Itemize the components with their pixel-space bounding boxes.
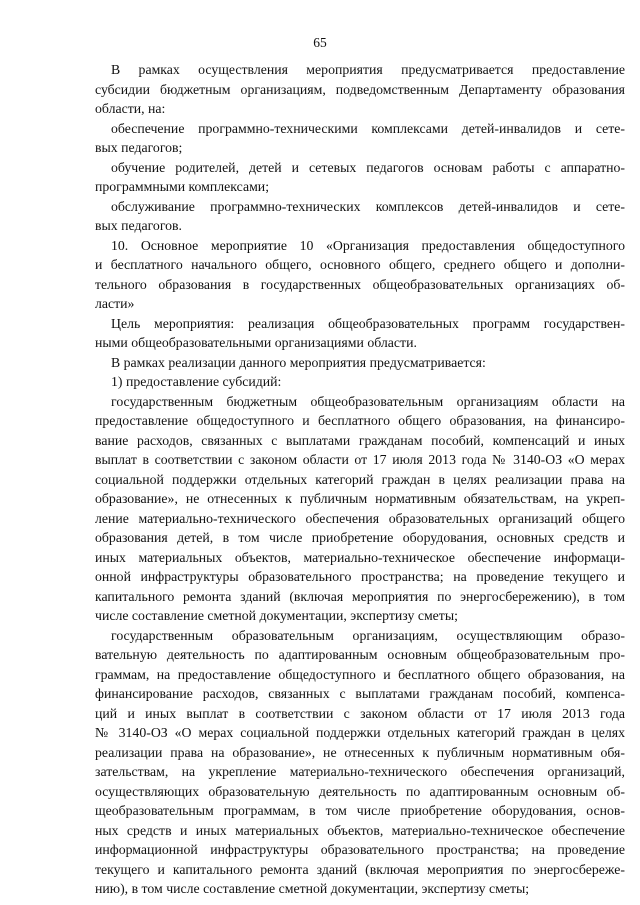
text-line: тельного образования в государственных общеобразовательных организациях об- bbox=[95, 276, 625, 292]
text-line: ление материально-технического обеспечения образовательных организаций общего bbox=[95, 510, 625, 526]
text-line: реализации права на образование», не отнесенных к публичным нормативным обя- bbox=[95, 744, 625, 760]
text-line: зательствам, на укрепление материально-технического обеспечения организаций, bbox=[95, 764, 625, 779]
text-line: иных материальных объектов, материально-техническое обеспечение информаци- bbox=[95, 549, 625, 565]
text-line: обеспечение программно-техническими комплексами детей-инвалидов и сете- bbox=[111, 120, 625, 136]
text-line: вание расходов, связанных с выплатами гражданам пособий, компенсаций и иных bbox=[95, 432, 625, 448]
text-line: государственным образовательным организациям, осуществляющим образо- bbox=[111, 627, 625, 643]
text-line: В рамках осуществления мероприятия предусматривается предоставление bbox=[111, 62, 625, 77]
text-line: программными комплексами; bbox=[95, 179, 270, 194]
text-line: предоставление общедоступного и бесплатного общего образования, на финансиро- bbox=[95, 413, 625, 428]
text-line: обслуживание программно-технических комплексов детей-инвалидов и сете- bbox=[111, 198, 625, 214]
text-line: и бесплатного начального общего, основного общего, среднего общего и дополни- bbox=[95, 257, 625, 272]
text-line: области, на: bbox=[95, 101, 166, 116]
text-line: вых педагогов; bbox=[95, 140, 183, 155]
text-line: образования детей, в том числе приобретение оборудования, основных средств и bbox=[95, 530, 625, 545]
text-line: образование», не отнесенных к публичным нормативным обязательствам, на укреп- bbox=[95, 491, 625, 506]
text-line: 10. Основное мероприятие 10 «Организация предоставления общедоступного bbox=[111, 237, 625, 253]
text-line: информационной инфраструктуры образовательного пространства; на проведение bbox=[95, 842, 625, 857]
text-line: ных средств и иных материальных объектов, материально-техническое обеспечение bbox=[95, 822, 625, 838]
text-line: онной инфраструктуры образовательного пространства; на проведение текущего и bbox=[95, 569, 625, 584]
text-line: обучение родителей, детей и сетевых педагогов основам работы с аппаратно- bbox=[111, 159, 625, 175]
text-line: числе составление сметной документации, экспертизу сметы; bbox=[95, 608, 458, 623]
text-line: 1) предоставление субсидий: bbox=[111, 374, 282, 389]
text-line: нию), в том числе составление сметной документации, экспертизу сметы; bbox=[95, 881, 530, 896]
page-number: 65 bbox=[313, 35, 327, 50]
body-text bbox=[95, 60, 625, 899]
text-line: социальной поддержки отдельных категорий граждан в целях реализации права на bbox=[95, 471, 625, 487]
text-line: вых педагогов. bbox=[95, 218, 182, 233]
text-line: вательную деятельность по адаптированным основным общеобразовательным про- bbox=[95, 647, 625, 662]
text-line: ласти» bbox=[95, 296, 135, 311]
text-line: Цель мероприятия: реализация общеобразовательных программ государствен- bbox=[111, 315, 625, 331]
text-line: № 3140-ОЗ «О мерах социальной поддержки отдельных категорий граждан в целях bbox=[95, 725, 625, 740]
text-line: финансирование расходов, связанных с выплатами гражданам пособий, компенса- bbox=[95, 686, 625, 701]
text-line: субсидии бюджетным организациям, подведомственным Департаменту образования bbox=[95, 81, 625, 97]
text-line: осуществляющих образовательную деятельность по адаптированным основным об- bbox=[95, 783, 625, 799]
text-line: текущего и капитального ремонта зданий (включая мероприятия по энергосбереже- bbox=[95, 861, 625, 877]
text-line: выплат в соответствии с законом области от 17 июля 2013 года № 3140-ОЗ «О мерах bbox=[95, 452, 625, 467]
text-line: В рамках реализации данного мероприятия предусматривается: bbox=[111, 354, 486, 370]
text-line: государственным бюджетным общеобразовательным организациям области на bbox=[111, 393, 625, 409]
text-line: капитального ремонта зданий (включая мероприятия по энергосбережению), в том bbox=[95, 588, 625, 604]
text-line: ций и иных выплат в соответствии с законом области от 17 июля 2013 года bbox=[95, 705, 625, 721]
text-line: граммам, на предоставление общедоступного и бесплатного общего образования, на bbox=[95, 666, 625, 682]
text-line: ными общеобразовательными организациями области. bbox=[95, 335, 417, 350]
text-line: щеобразовательным программам, в том числе приобретение оборудования, основ- bbox=[95, 803, 625, 818]
